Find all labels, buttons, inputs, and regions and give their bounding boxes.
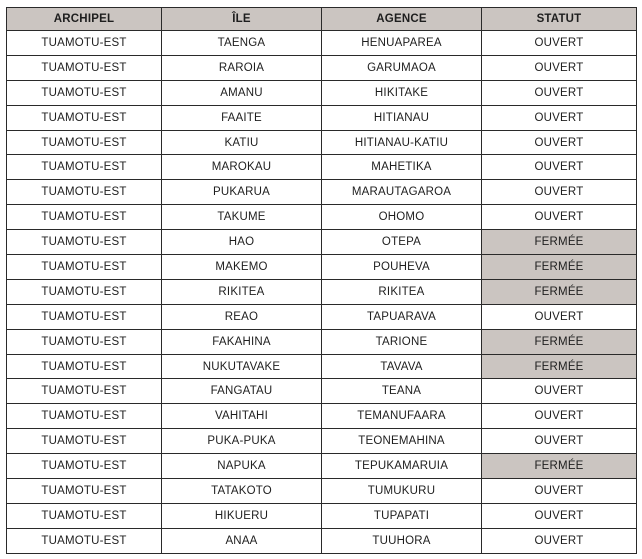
ile-cell: NAPUKA [162, 454, 322, 479]
table-row [7, 155, 637, 180]
statut-cell: FERMÉE [482, 329, 637, 354]
archipel-cell: TUAMOTU-EST [7, 155, 162, 180]
agence-cell: HIKITAKE [322, 80, 482, 105]
statut-cell: OUVERT [482, 379, 637, 404]
agence-cell: TAPUARAVA [322, 304, 482, 329]
ile-cell: TAKUME [162, 205, 322, 230]
archipel-cell: TUAMOTU-EST [7, 304, 162, 329]
statut-cell: OUVERT [482, 55, 637, 80]
ile-cell: AMANU [162, 80, 322, 105]
statut-cell: OUVERT [482, 528, 637, 553]
archipel-cell: TUAMOTU-EST [7, 230, 162, 255]
ile-cell: PUKA-PUKA [162, 429, 322, 454]
archipel-cell: TUAMOTU-EST [7, 528, 162, 553]
table-row [7, 304, 637, 329]
archipel-cell: TUAMOTU-EST [7, 429, 162, 454]
archipel-cell: TUAMOTU-EST [7, 105, 162, 130]
agence-cell: HITIANAU [322, 105, 482, 130]
header-ile: ÎLE [162, 8, 322, 31]
statut-cell: OUVERT [482, 503, 637, 528]
agence-cell: TEMANUFAARA [322, 404, 482, 429]
table-row [7, 503, 637, 528]
statut-cell: OUVERT [482, 404, 637, 429]
ile-cell: MAROKAU [162, 155, 322, 180]
archipel-cell: TUAMOTU-EST [7, 130, 162, 155]
table-row [7, 379, 637, 404]
ile-cell: KATIU [162, 130, 322, 155]
archipel-cell: TUAMOTU-EST [7, 354, 162, 379]
ile-cell: MAKEMO [162, 255, 322, 280]
agence-cell: TUMUKURU [322, 479, 482, 504]
agency-status-table-container [6, 7, 637, 554]
statut-cell: OUVERT [482, 479, 637, 504]
archipel-cell: TUAMOTU-EST [7, 55, 162, 80]
agence-cell: OHOMO [322, 205, 482, 230]
ile-cell: TATAKOTO [162, 479, 322, 504]
agence-cell: TARIONE [322, 329, 482, 354]
table-row [7, 404, 637, 429]
agence-cell: GARUMAOA [322, 55, 482, 80]
agence-cell: TUPAPATI [322, 503, 482, 528]
statut-cell: OUVERT [482, 429, 637, 454]
agence-cell: RIKITEA [322, 279, 482, 304]
table-row [7, 329, 637, 354]
table-row [7, 80, 637, 105]
ile-cell: RAROIA [162, 55, 322, 80]
archipel-cell: TUAMOTU-EST [7, 479, 162, 504]
agence-cell: TUUHORA [322, 528, 482, 553]
table-row [7, 180, 637, 205]
statut-cell: FERMÉE [482, 230, 637, 255]
statut-cell: OUVERT [482, 80, 637, 105]
agence-cell: TEPUKAMARUIA [322, 454, 482, 479]
ile-cell: VAHITAHI [162, 404, 322, 429]
archipel-cell: TUAMOTU-EST [7, 404, 162, 429]
archipel-cell: TUAMOTU-EST [7, 329, 162, 354]
statut-cell: FERMÉE [482, 454, 637, 479]
archipel-cell: TUAMOTU-EST [7, 503, 162, 528]
agence-cell: HITIANAU-KATIU [322, 130, 482, 155]
table-row [7, 55, 637, 80]
ile-cell: HIKUERU [162, 503, 322, 528]
statut-cell: OUVERT [482, 304, 637, 329]
archipel-cell: TUAMOTU-EST [7, 454, 162, 479]
agency-status-table [6, 7, 637, 554]
archipel-cell: TUAMOTU-EST [7, 180, 162, 205]
table-row [7, 31, 637, 56]
header-statut: STATUT [482, 8, 637, 31]
statut-cell: OUVERT [482, 31, 637, 56]
statut-cell: FERMÉE [482, 279, 637, 304]
statut-cell: OUVERT [482, 180, 637, 205]
ile-cell: NUKUTAVAKE [162, 354, 322, 379]
table-row [7, 528, 637, 553]
header-agence: AGENCE [322, 8, 482, 31]
agence-cell: OTEPA [322, 230, 482, 255]
agence-cell: TEONEMAHINA [322, 429, 482, 454]
archipel-cell: TUAMOTU-EST [7, 279, 162, 304]
agence-cell: POUHEVA [322, 255, 482, 280]
ile-cell: FAKAHINA [162, 329, 322, 354]
table-header-row [7, 8, 637, 31]
agence-cell: MARAUTAGAROA [322, 180, 482, 205]
archipel-cell: TUAMOTU-EST [7, 205, 162, 230]
header-archipel: ARCHIPEL [7, 8, 162, 31]
table-row [7, 429, 637, 454]
table-body [7, 31, 637, 554]
ile-cell: HAO [162, 230, 322, 255]
ile-cell: ANAA [162, 528, 322, 553]
statut-cell: OUVERT [482, 105, 637, 130]
table-row [7, 230, 637, 255]
table-row [7, 255, 637, 280]
ile-cell: RIKITEA [162, 279, 322, 304]
statut-cell: OUVERT [482, 205, 637, 230]
ile-cell: TAENGA [162, 31, 322, 56]
archipel-cell: TUAMOTU-EST [7, 255, 162, 280]
ile-cell: REAO [162, 304, 322, 329]
ile-cell: FANGATAU [162, 379, 322, 404]
ile-cell: PUKARUA [162, 180, 322, 205]
table-row [7, 479, 637, 504]
table-row [7, 354, 637, 379]
archipel-cell: TUAMOTU-EST [7, 379, 162, 404]
table-row [7, 454, 637, 479]
table-row [7, 130, 637, 155]
archipel-cell: TUAMOTU-EST [7, 80, 162, 105]
table-row [7, 105, 637, 130]
statut-cell: FERMÉE [482, 255, 637, 280]
agence-cell: TAVAVA [322, 354, 482, 379]
agence-cell: MAHETIKA [322, 155, 482, 180]
statut-cell: OUVERT [482, 155, 637, 180]
statut-cell: FERMÉE [482, 354, 637, 379]
table-row [7, 205, 637, 230]
statut-cell: OUVERT [482, 130, 637, 155]
agence-cell: TEANA [322, 379, 482, 404]
archipel-cell: TUAMOTU-EST [7, 31, 162, 56]
ile-cell: FAAITE [162, 105, 322, 130]
agence-cell: HENUAPAREA [322, 31, 482, 56]
table-row [7, 279, 637, 304]
